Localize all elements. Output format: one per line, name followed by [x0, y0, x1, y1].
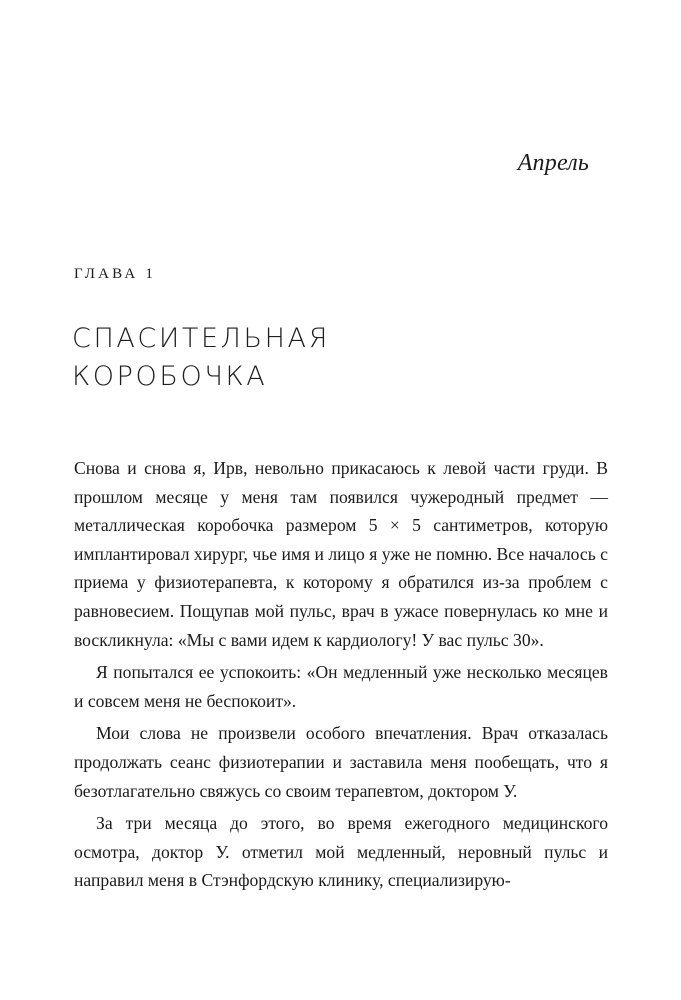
- paragraph-3: Мои слова не произвели особого впечатления. Врач отказалась продолжать сеанс физиотерапии и заставила меня пообещать, что я безотлагательно свяжусь со своим терапевтом, доктором У.: [74, 723, 608, 801]
- chapter-title-line-2: КОРОБОЧКА: [72, 361, 268, 392]
- part-title: Апрель: [517, 150, 589, 176]
- chapter-title-line-1: СПАСИТЕЛЬНАЯ: [72, 323, 330, 354]
- paragraph-1: Снова и снова я, Ирв, невольно прикасаюсь к левой части груди. В прошлом месяце у меня там появился чужеродный предмет — металлическая коробочка размером 5 × 5 сантиметров, которую имплантировал хирург, чье имя и лицо я уже не помню. Все началось с приема у физиотерапевта, к которому я обратился из-за проблем с равновесием. Пощупав мой пульс, врач в ужасе повернулась ко мне и воскликнула: «Мы с вами идем к кардиологу! У вас пульс 30».: [74, 458, 608, 650]
- chapter-label: ГЛАВА 1: [74, 266, 157, 282]
- body-text: [74, 454, 608, 895]
- paragraph-4: За три месяца до этого, во время ежегодного медицинского осмотра, доктор У. отметил мой медленный, неровный пульс и направил меня в Стэнфордскую клинику, специализирую-: [74, 813, 608, 891]
- paragraph-2: Я попытался ее успокоить: «Он медленный уже несколько месяцев и совсем меня не беспокоит».: [74, 662, 608, 711]
- chapter-title: [72, 320, 592, 396]
